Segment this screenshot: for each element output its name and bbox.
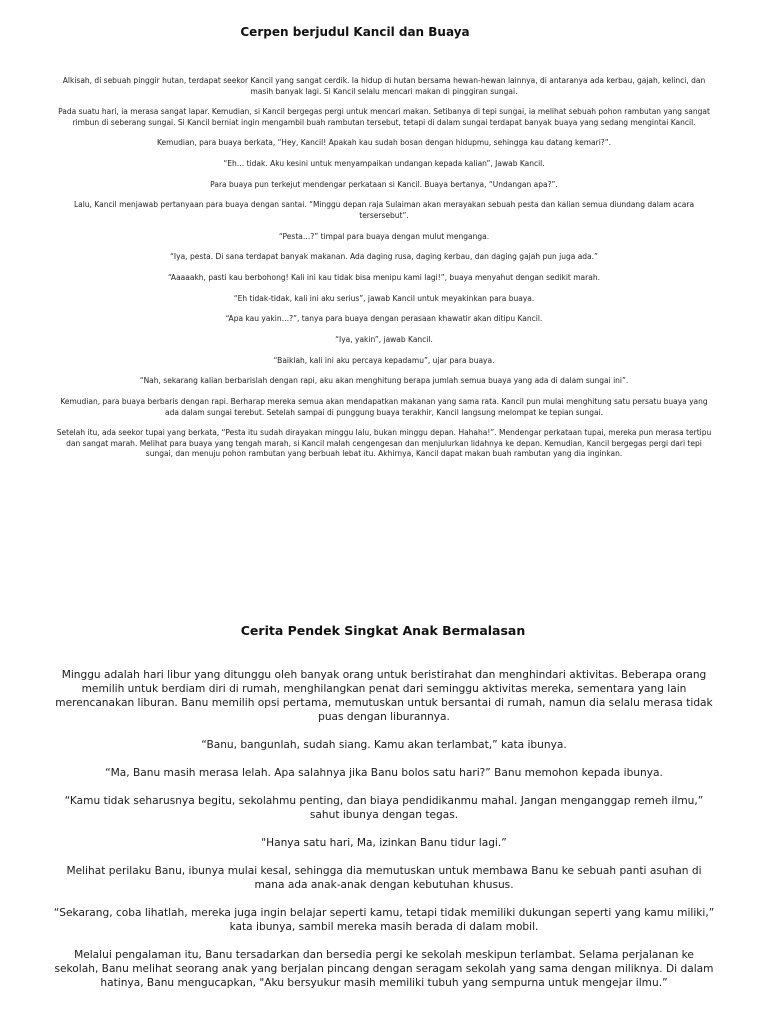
story-paragraph: “Sekarang, coba lihatlah, mereka juga ingin belajar seperti kamu, tetapi tidak memiliki dukungan seperti yang kamu miliki,” kata ibunya, sambil mereka masih berada di dalam mobil. — [53, 907, 715, 933]
story-paragraph: “Eh tidak-tidak, kali ini aku serius”, jawab Kancil untuk meyakinkan para buaya. — [233, 293, 535, 303]
story-kancil-dan-buaya — [0, 24, 768, 470]
story-paragraph: “Kamu tidak seharusnya begitu, sekolahmu penting, dan biaya pendidikanmu mahal. Jangan menganggap remeh ilmu,” sahut ibunya dengan tegas. — [64, 795, 704, 821]
story-paragraph: Alkisah, di sebuah pinggir hutan, terdapat seekor Kancil yang sangat cerdik. Ia hidup di hutan bersama hewan-hewan lainnya, di antaranya ada kerbau, gajah, kelinci, dan masih banyak lagi. Si Kancil selalu mencari makan di pinggiran sungai. — [62, 76, 706, 96]
story-title: Cerpen berjudul Kancil dan Buaya — [240, 25, 470, 39]
story-paragraph: Kemudian, para buaya berbaris dengan rapi. Berharap mereka semua akan mendapatkan makanan yang sama rata. Kancil pun mulai menghitung satu persatu buaya yang ada dalam sungai terebut. Setelah sampai di punggung buaya terakhir, Kancil langsung melompat ke tepian sungai. — [60, 397, 708, 417]
story-paragraph: "Hanya satu hari, Ma, izinkan Banu tidur lagi.” — [261, 837, 507, 849]
story-paragraph: Pada suatu hari, ia merasa sangat lapar. Kemudian, si Kancil bergegas pergi untuk mencari makan. Setibanya di tepi sungai, ia melihat sebuah pohon rambutan yang sangat rimbun di seberang sungai. Si Kancil berniat ingin mengambil buah rambutan tersebut, tetapi di dalam sungai terdapat banyak buaya yang sedang mengintai Kancil. — [58, 107, 710, 127]
story-paragraph: “Apa kau yakin…?”, tanya para buaya dengan perasaan khawatir akan ditipu Kancil. — [225, 314, 543, 324]
story-paragraph: “Iya, yakin”, jawab Kancil. — [335, 335, 433, 345]
story-paragraph: “Iya, pesta. Di sana terdapat banyak makanan. Ada daging rusa, daging kerbau, dan daging gajah pun juga ada.” — [170, 252, 598, 262]
story-paragraph: “Eh… tidak. Aku kesini untuk menyampaikan undangan kepada kalian”, Jawab Kancil. — [223, 159, 545, 169]
story-paragraph: “Banu, bangunlah, sudah siang. Kamu akan terlambat,” kata ibunya. — [201, 739, 567, 751]
story-paragraph: “Ma, Banu masih merasa lelah. Apa salahnya jika Banu bolos satu hari?” Banu memohon kepada ibunya. — [105, 767, 663, 779]
story-paragraph: Minggu adalah hari libur yang ditunggu oleh banyak orang untuk beristirahat dan menghindari aktivitas. Beberapa orang memilih untuk berdiam diri di rumah, menghilangkan penat dari seminggu aktivitas mereka, sementara yang lain merencanakan liburan. Banu memilih opsi pertama, memutuskan untuk bersantai di rumah, namun dia selalu merasa tidak puas dengan liburannya. — [55, 669, 713, 723]
story-paragraph: “Aaaaakh, pasti kau berbohong! Kali ini kau tidak bisa menipu kami lagi!”, buaya menyahut dengan sedikit marah. — [168, 273, 600, 282]
story-paragraph: Setelah itu, ada seekor tupai yang berkata, “Pesta itu sudah dirayakan minggu lalu, bukan minggu depan. Hahaha!”. Mendengar perkataan tupai, mereka pun merasa tertipu dan sangat marah. Melihat para buaya yang tengah marah, si Kancil malah cengengesan dan menjulurkan lidahnya ke depan. Kemudian, Kancil bergegas pergi dari tepi sungai, dan menuju pohon rambutan yang berbuah lebat itu. Akhirnya, Kancil dapat makan buah rambutan yang dia inginkan. — [56, 428, 712, 459]
story-paragraph: Para buaya pun terkejut mendengar perkataan si Kancil. Buaya bertanya, “Undangan apa?”. — [210, 179, 558, 189]
story-paragraph: Melalui pengalaman itu, Banu tersadarkan dan bersedia pergi ke sekolah meskipun terlambat. Selama perjalanan ke sekolah, Banu melihat seorang anak yang berjalan pincang dengan seragam sekolah yang sama dengan miliknya. Di dalam hatinya, Banu mengucapkan, "Aku bersyukur masih memiliki tubuh yang sempurna untuk mengejar ilmu.” — [54, 949, 714, 989]
story-paragraph: Lalu, Kancil menjawab pertanyaan para buaya dengan santai. “Minggu depan raja Sulaiman akan merayakan sebuah pesta dan kalian semua diundang dalam acara tersersebut”. — [73, 200, 695, 220]
story-body — [0, 668, 768, 990]
story-anak-bermalasan — [0, 622, 768, 1004]
story-paragraph: Kemudian, para buaya berkata, “Hey, Kancil! Apakah kau sudah bosan dengan hidupmu, sehingga kau datang kemari?”. — [156, 138, 612, 148]
story-paragraph: “Pesta…?” timpal para buaya dengan mulut menganga. — [278, 231, 490, 241]
story-paragraph: “Nah, sekarang kalian berbarislah dengan rapi, aku akan menghitung berapa jumlah semua buaya yang ada di dalam sungai ini”. — [139, 376, 629, 386]
story-paragraph: Melihat perilaku Banu, ibunya mulai kesal, sehingga dia memutuskan untuk membawa Banu ke sebuah panti asuhan di mana ada anak-anak dengan kebutuhan khusus. — [66, 865, 702, 891]
story-title: Cerita Pendek Singkat Anak Bermalasan — [240, 623, 526, 638]
story-body — [0, 76, 768, 460]
story-paragraph: “Baiklah, kali ini aku percaya kepadamu”, ujar para buaya. — [273, 355, 495, 365]
